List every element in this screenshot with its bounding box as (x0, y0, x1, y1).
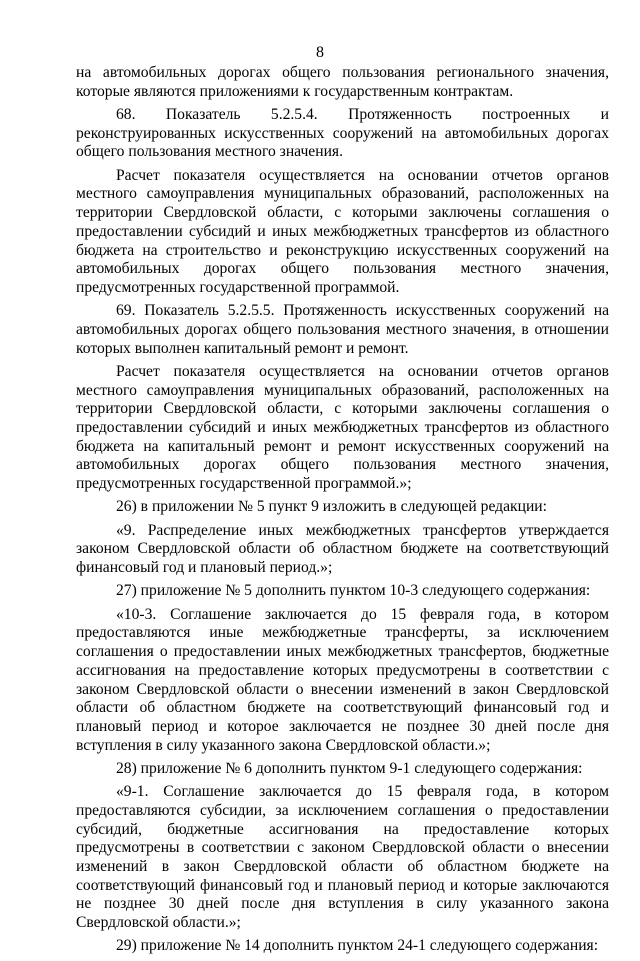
paragraph: 68. Показатель 5.2.5.4. Протяженность построенных и реконструированных искусственных сооружений на автомобильных дорогах общего пользования местного значения. (76, 106, 609, 161)
paragraph: 27) приложение № 5 дополнить пунктом 10-3 следующего содержания: (116, 582, 591, 600)
page-number: 8 (316, 44, 324, 61)
paragraph: «9-1. Соглашение заключается до 15 февраля года, в котором предоставляются субсидии, за исключением соглашения о предоставлении субсидий, бюджетные ассигнования на предоставление которых предусмотрены в соответствии с законом Свердловской области о внесении изменений в закон Свердловской области об областном бюджете на соответствующий финансовый год и плановый период и которые заключаются не позднее 30 дней после дня вступления в силу указанного закона Свердловской области.»; (76, 783, 609, 932)
paragraph: Расчет показателя осуществляется на основании отчетов органов местного самоуправления муниципальных образований, расположенных на территории Свердловской области, с которыми заключены соглашения о предоставлении субсидий и иных межбюджетных трансфертов из областного бюджета на строительство и реконструкцию искусственных сооружений на автомобильных дорогах общего пользования местного значения, предусмотренных государственной программой. (76, 166, 609, 296)
document-body (76, 64, 609, 961)
paragraph: 29) приложение № 14 дополнить пунктом 24-1 следующего содержания: (116, 937, 599, 955)
paragraph: 26) в приложении № 5 пункт 9 изложить в следующей редакции: (116, 498, 547, 516)
paragraph: «9. Распределение иных межбюджетных трансфертов утверждается законом Свердловской области об областном бюджете на соответствующий финансовый год и плановый период.»; (76, 521, 609, 577)
paragraph: на автомобильных дорогах общего пользования регионального значения, которые являются приложениями к государственным контрактам. (76, 64, 609, 100)
paragraph: «10-3. Соглашение заключается до 15 февраля года, в котором предоставляются иные межбюджетные трансферты, за исключением соглашения о предоставлении иных межбюджетных трансфертов, бюджетные ассигнования на предоставление которых предусмотрены в соответствии с законом Свердловской области о внесении изменений в закон Свердловской области об областном бюджете на соответствующий финансовый год и плановый период и которое заключается не позднее 30 дней после дня вступления в силу указанного закона Свердловской области.»; (76, 605, 609, 754)
paragraph: 28) приложение № 6 дополнить пунктом 9-1 следующего содержания: (116, 759, 583, 777)
paragraph: 69. Показатель 5.2.5.5. Протяженность искусственных сооружений на автомобильных дорогах общего пользования местного значения, в отношении которых выполнен капитальный ремонт и ремонт. (76, 302, 609, 357)
paragraph: Расчет показателя осуществляется на основании отчетов органов местного самоуправления муниципальных образований, расположенных на территории Свердловской области, с которыми заключены соглашения о предоставлении субсидий и иных межбюджетных трансфертов из областного бюджета на капитальный ремонт и ремонт искусственных сооружений на автомобильных дорогах общего пользования местного значения, предусмотренных государственной программой.»; (76, 362, 609, 493)
